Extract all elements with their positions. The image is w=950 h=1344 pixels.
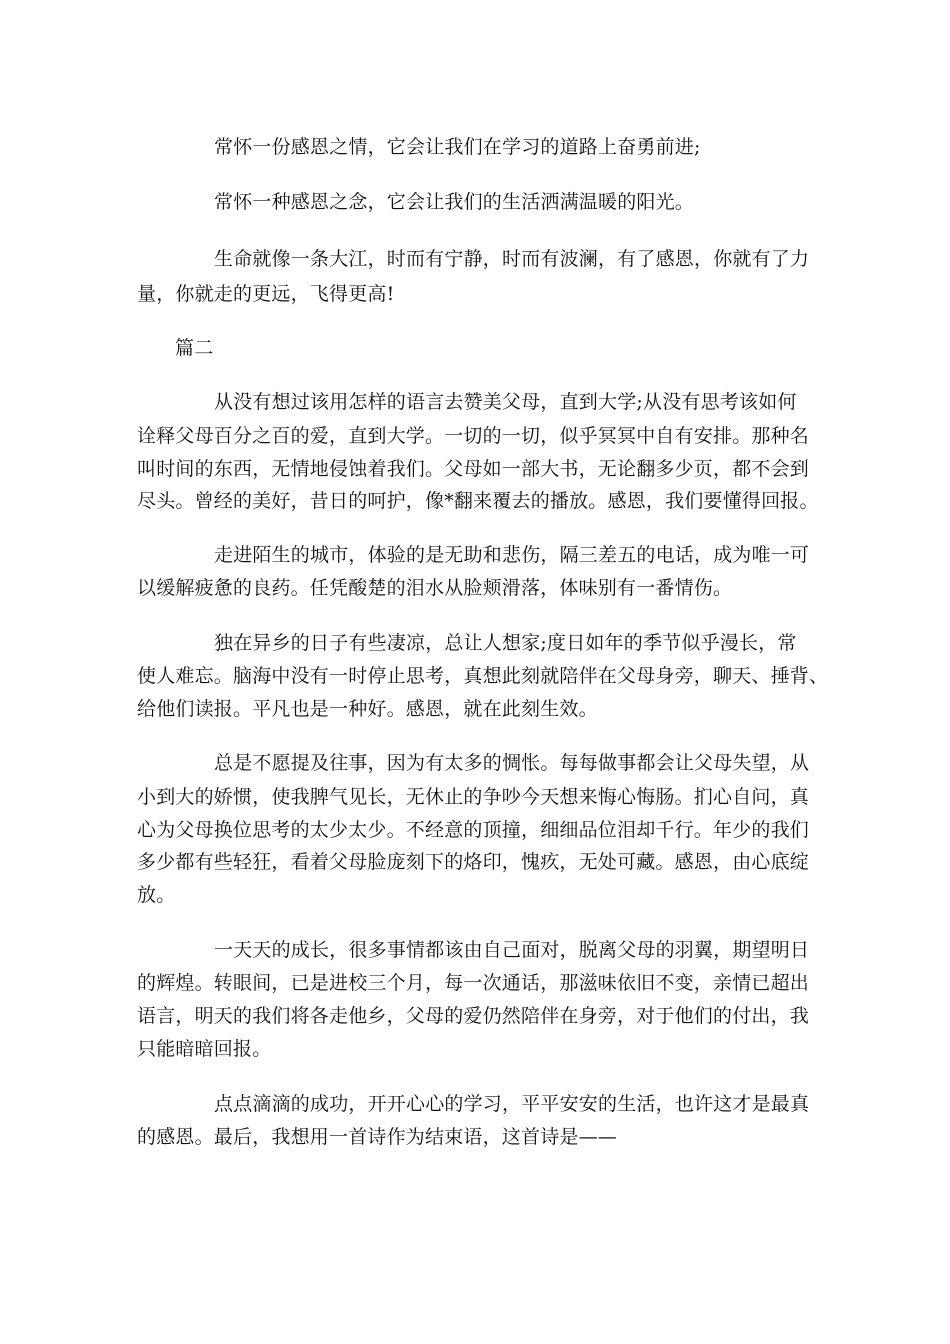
text-line: 以缓解疲惫的良药。任凭酸楚的泪水从脸颊滑落，体味别有一番情伤。 xyxy=(137,577,733,599)
text-line: 放。 xyxy=(137,884,176,906)
text-line: 量，你就走的更远，飞得更高! xyxy=(137,283,395,305)
text-line: 的感恩。最后，我想用一首诗作为结束语，这首诗是—— xyxy=(137,1126,618,1148)
text-line: 尽头。曾经的美好，昔日的呵护，像*翻来覆去的播放。感恩，我们要懂得回报。 xyxy=(137,490,819,512)
text-line: 小到大的娇惯，使我脾气见长，无休止的争吵今天想来悔心悔肠。扪心自问，真 xyxy=(137,786,810,808)
text-line: 一天天的成长，很多事情都该由自己面对，脱离父母的羽翼，期望明日 xyxy=(214,939,810,961)
text-line: 只能暗暗回报。 xyxy=(137,1038,272,1060)
text-line: 给他们读报。平凡也是一种好。感恩，就在此刻生效。 xyxy=(137,698,598,720)
text-line: 从没有想过该用怎样的语言去赞美父母，直到大学;从没有思考该如何 xyxy=(214,391,797,413)
text-line: 常怀一份感恩之情，它会让我们在学习的道路上奋勇前进; xyxy=(214,136,701,158)
text-line: 走进陌生的城市，体验的是无助和悲伤，隔三差五的电话，成为唯一可 xyxy=(214,544,810,566)
section-title: 篇二 xyxy=(175,337,214,359)
text-line: 常怀一种感恩之念，它会让我们的生活洒满温暖的阳光。 xyxy=(214,191,695,213)
text-line: 点点滴滴的成功，开开心心的学习，平平安安的生活，也许这才是最真 xyxy=(214,1093,810,1115)
text-line: 叫时间的东西，无情地侵蚀着我们。父母如一部大书，无论翻多少页，都不会到 xyxy=(137,458,810,480)
text-line: 独在异乡的日子有些凄凉，总让人想家;度日如年的季节似乎漫长，常 xyxy=(214,632,797,654)
text-line: 诠释父母百分之百的爱，直到大学。一切的一切，似乎冥冥中自有安排。那种名 xyxy=(137,425,810,447)
text-line: 多少都有些轻狂，看着父母脸庞刻下的烙印，愧疚，无处可藏。感恩，由心底绽 xyxy=(137,851,810,873)
text-line: 生命就像一条大江，时而有宁静，时而有波澜，有了感恩，你就有了力 xyxy=(214,248,810,270)
text-line: 的辉煌。转眼间，已是进校三个月，每一次通话，那滋味依旧不变，亲情已超出 xyxy=(137,972,810,994)
text-line: 语言，明天的我们将各走他乡，父母的爱仍然陪伴在身旁，对于他们的付出，我 xyxy=(137,1005,810,1027)
text-line: 心为父母换位思考的太少太少。不经意的顶撞，细细品位泪却千行。年少的我们 xyxy=(137,819,810,841)
text-line: 总是不愿提及往事，因为有太多的惆怅。每每做事都会让父母失望，从 xyxy=(214,752,810,774)
text-line: 使人难忘。脑海中没有一时停止思考，真想此刻就陪伴在父母身旁，聊天、捶背、 xyxy=(137,665,829,687)
